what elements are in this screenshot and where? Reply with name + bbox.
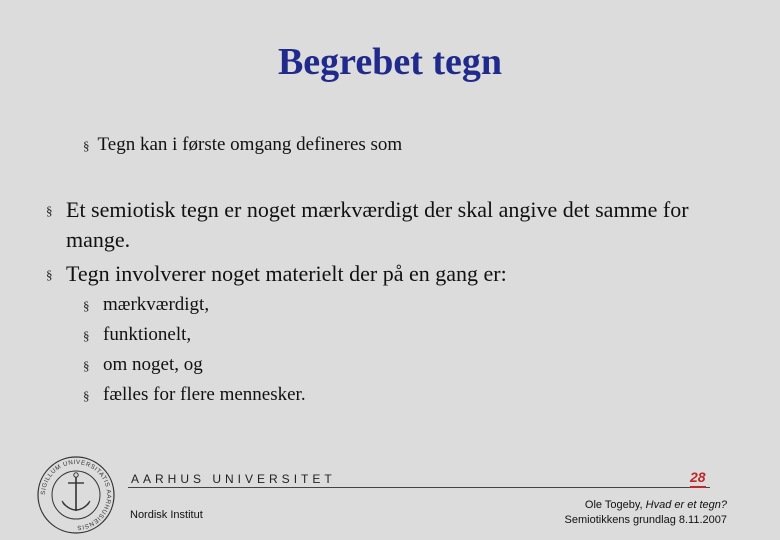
credit-line-1	[565, 498, 727, 513]
sub-bullet-text: mærkværdigt,	[103, 294, 210, 315]
intro-bullet	[83, 134, 683, 156]
bullet-icon: §	[46, 203, 53, 218]
bullet-icon: §	[46, 267, 53, 282]
institute-name: Nordisk Institut	[130, 509, 203, 521]
sub-bullet	[83, 353, 203, 377]
bullet-icon: §	[83, 138, 90, 153]
bullet-icon: §	[83, 298, 90, 313]
university-seal-icon	[36, 455, 116, 535]
bullet-icon: §	[83, 388, 90, 403]
work-title: Hvad er et tegn?	[645, 499, 727, 511]
sub-bullet	[83, 323, 191, 347]
main-bullet	[46, 195, 746, 255]
event-line: Semiotikkens grundlag 8.11.2007	[564, 514, 727, 526]
sub-bullet	[83, 383, 306, 407]
seal-text: SIGILLUM UNIVERSITATIS AARHUSIENSIS	[39, 458, 113, 532]
sub-bullet	[83, 293, 209, 317]
bullet-icon: §	[83, 328, 90, 343]
sub-bullet-text: om noget, og	[103, 354, 203, 375]
bullet-icon: §	[83, 358, 90, 373]
main-bullet	[46, 259, 746, 289]
slide-title: Begrebet tegn	[277, 41, 503, 83]
footer-divider	[128, 487, 710, 488]
main-bullet-text: Et semiotisk tegn er noget mærkværdigt der skal angive det samme for mange.	[66, 197, 689, 252]
author-name: Ole Togeby,	[584, 499, 643, 511]
sub-bullet-text: fælles for flere mennesker.	[103, 384, 306, 405]
footer-credit	[565, 498, 727, 528]
page-number: 28	[690, 469, 706, 488]
intro-text: Tegn kan i første omgang defineres som	[97, 134, 403, 155]
main-bullet-text: Tegn involverer noget materielt der på en gang er:	[66, 261, 507, 286]
university-name: AARHUS UNIVERSITET	[131, 472, 336, 486]
sub-bullet-text: funktionelt,	[103, 324, 192, 345]
